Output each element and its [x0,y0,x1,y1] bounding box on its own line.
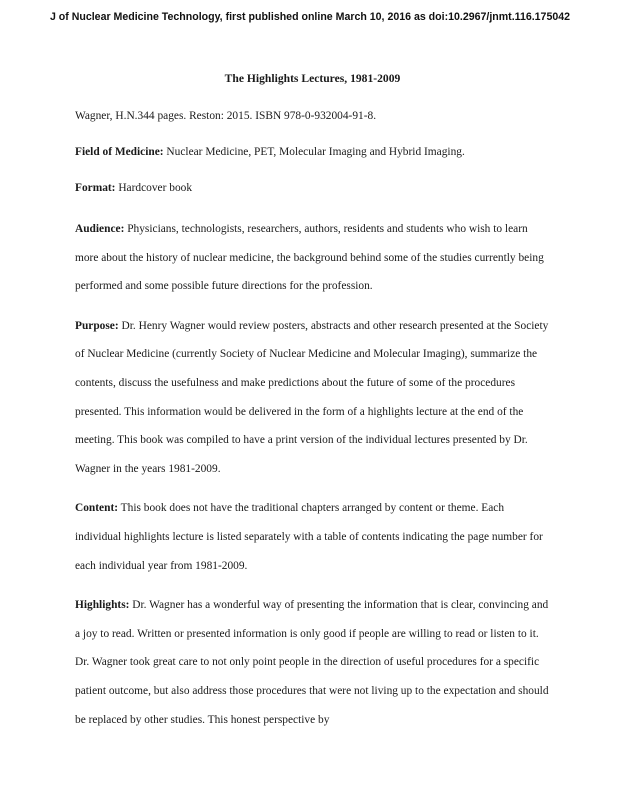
purpose-text: Dr. Henry Wagner would review posters, abstracts and other research presented at the Society of Nuclear Medicine (currently Society of Nuclear Medicine and Molecular Imaging), summarize the contents, discuss the usefulness and make predictions about the future of some of the procedures presented. This information would be delivered in the form of a highlights lecture at the end of the meeting. This book was compiled to have a print version of the individual lectures presented by Dr. Wagner in the years 1981-2009. [75,319,549,475]
citation: Wagner, H.N.344 pages. Reston: 2015. ISBN 978-0-932004-91-8. [75,110,377,122]
review-page [75,70,550,745]
format-label: Format: [75,182,116,194]
audience-paragraph [75,215,550,301]
format-paragraph [75,179,550,197]
journal-banner: J of Nuclear Medicine Technology, first published online March 10, 2016 as doi:10.2967/jnmt.116.175042 [49,11,571,23]
field-of-medicine-label: Field of Medicine: [75,146,164,158]
highlights-label: Highlights: [75,599,130,612]
purpose-label: Purpose: [75,319,119,332]
content-paragraph [75,494,550,580]
audience-text: Physicians, technologists, researchers, authors, residents and students who wish to learn more about the history of nuclear medicine, the background behind some of the studies currently being performed and some possible future directions for the profession. [75,223,544,293]
content-label: Content: [75,502,119,515]
purpose-paragraph [75,312,550,484]
book-title: The Highlights Lectures, 1981-2009 [224,72,401,85]
audience-label: Audience: [75,223,125,235]
highlights-text: Dr. Wagner has a wonderful way of presenting the information that is clear, convincing and a joy to read. Written or presented information is only good if people are willing to read or listen to it. Dr. Wagner took great care to not only point people in the direction of useful procedures for a specific patient outcome, but also address those procedures that were not living up to the expectation and should be replaced by other studies. This honest perspective by [75,599,549,726]
highlights-paragraph [75,591,550,734]
field-of-medicine-text: Nuclear Medicine, PET, Molecular Imaging and Hybrid Imaging. [163,146,465,158]
format-text: Hardcover book [115,182,193,194]
field-of-medicine-paragraph [75,143,550,161]
content-text: This book does not have the traditional chapters arranged by content or theme. Each individual highlights lecture is listed separately with a table of contents indicating the page number for each individual year from 1981-2009. [75,502,543,572]
